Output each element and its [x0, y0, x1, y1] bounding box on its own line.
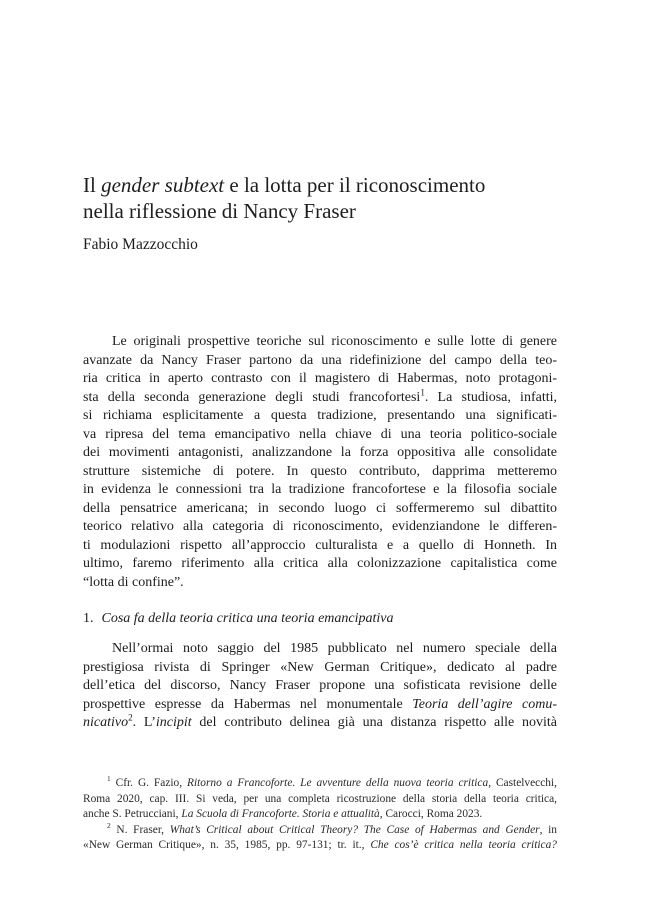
body-text: prospettive espresse da Habermas nel monumentale	[83, 696, 413, 712]
footnote-mark: 1	[107, 774, 111, 784]
title-rest: e la lotta per il riconoscimento	[224, 173, 486, 197]
section-heading	[83, 610, 394, 628]
body-italic: nicativo	[83, 715, 129, 730]
abstract-line: Le originali prospettive teoriche sul riconoscimento e sulle lotte di genere	[112, 334, 557, 349]
body-italic: incipit	[155, 715, 192, 730]
footnote-text: «New German Critique», n. 35, 1985, pp. 97-131; tr. it.,	[83, 839, 371, 851]
footnote-italic: La Scuola di Francoforte. Storia e attualità	[181, 808, 380, 820]
footnote-2	[107, 820, 557, 839]
abstract-line: strutture sistemiche di potere. In questo contributo, dapprima metteremo	[83, 463, 557, 479]
footnote-ref-2[interactable]: 2	[128, 712, 133, 723]
footnote-ref-1[interactable]: 1	[420, 386, 425, 397]
abstract-text: sta della seconda generazione degli studi francofortesi	[83, 389, 421, 405]
body-line: dell’etica del discorso, Nancy Fraser propone una sofisticata revisione delle	[83, 678, 557, 693]
abstract-line: “lotta di confine”.	[83, 574, 184, 590]
body-line	[83, 696, 557, 715]
body-text: . L’	[132, 715, 156, 730]
body-line: Nell’ormai noto saggio del 1985 pubblicato nel numero speciale della	[112, 641, 557, 656]
footnote-text: , Carocci, Roma 2023.	[379, 808, 483, 820]
title-line-1	[83, 172, 583, 198]
abstract-line: della pensatrice americana; in secondo luogo ci soffermeremo sul dibattito	[83, 500, 557, 516]
body-line: prestigiosa rivista di Springer «New German Critique», dedicato al padre	[83, 659, 557, 675]
abstract	[83, 333, 557, 592]
footnote-mark: 2	[107, 820, 111, 830]
abstract-line: teorico relativo alla categoria di riconoscimento, evidenziandone le differen-	[83, 519, 557, 534]
footnote-1	[107, 776, 557, 792]
footnote-text: , in	[539, 823, 557, 836]
section-number: 1.	[83, 611, 94, 626]
abstract-line: in evidenza le connessioni tra la tradizione francofortese e la filosofia sociale	[83, 482, 557, 497]
footnote-line	[83, 838, 557, 854]
footnote-text: anche S. Petrucciani,	[83, 808, 182, 820]
abstract-line: dei movimenti antagonisti, analizzandone la forza oppositiva alle consolidate	[83, 445, 557, 460]
abstract-line: ti modulazioni rispetto all’approccio culturalista e a quello di Honneth. In	[83, 537, 557, 553]
footnote-line: Roma 2020, cap. III. Si veda, per una completa ricostruzione della storia della teoria critica,	[83, 792, 557, 805]
title-line-2: nella riflessione di Nancy Fraser	[83, 199, 356, 223]
footnote-italic: Che cos’è critica nella teoria critica?	[370, 839, 557, 851]
body-paragraph	[83, 640, 557, 733]
section-title: Cosa fa della teoria critica una teoria emancipativa	[101, 611, 394, 626]
abstract-line: va ripresa del tema emancipativo nella chiave di una teoria politico-sociale	[83, 426, 557, 442]
abstract-line	[83, 386, 557, 408]
author-name: Fabio Mazzocchio	[83, 236, 198, 253]
title-italic: gender subtext	[101, 173, 225, 197]
footnote-italic: Ritorno a Francoforte. Le avventure della nuova teoria critica	[187, 777, 489, 789]
body-italic: Teoria dell’agire comu-	[412, 696, 557, 712]
abstract-text: . La studiosa, infatti,	[424, 389, 557, 405]
footnotes	[83, 774, 557, 854]
abstract-line: ria critica in aperto contrasto con il magistero di Habermas, noto protagoni-	[83, 371, 557, 386]
body-text: del contributo delinea già una distanza rispetto alle novità	[191, 715, 557, 730]
article-title	[83, 172, 583, 224]
footnote-italic: What’s Critical about Critical Theory? The Case of Habermas and Gender	[169, 823, 540, 836]
footnote-text: N. Fraser,	[110, 823, 170, 836]
abstract-line: avanzate da Nancy Fraser partono da una ridefinizione del campo della teo-	[83, 352, 557, 368]
footnote-line	[83, 807, 557, 823]
footnote-text: Cfr. G. Fazio,	[110, 777, 188, 789]
footnote-text: , Castelvecchi,	[488, 777, 557, 789]
body-line	[83, 714, 557, 733]
abstract-line: si richiama esplicitamente a questa tradizione, presentando una significati-	[83, 408, 557, 423]
abstract-line: ultimo, faremo riferimento alla critica alla colonizzazione capitalistica come	[83, 556, 557, 571]
title-prefix: Il	[83, 173, 102, 197]
